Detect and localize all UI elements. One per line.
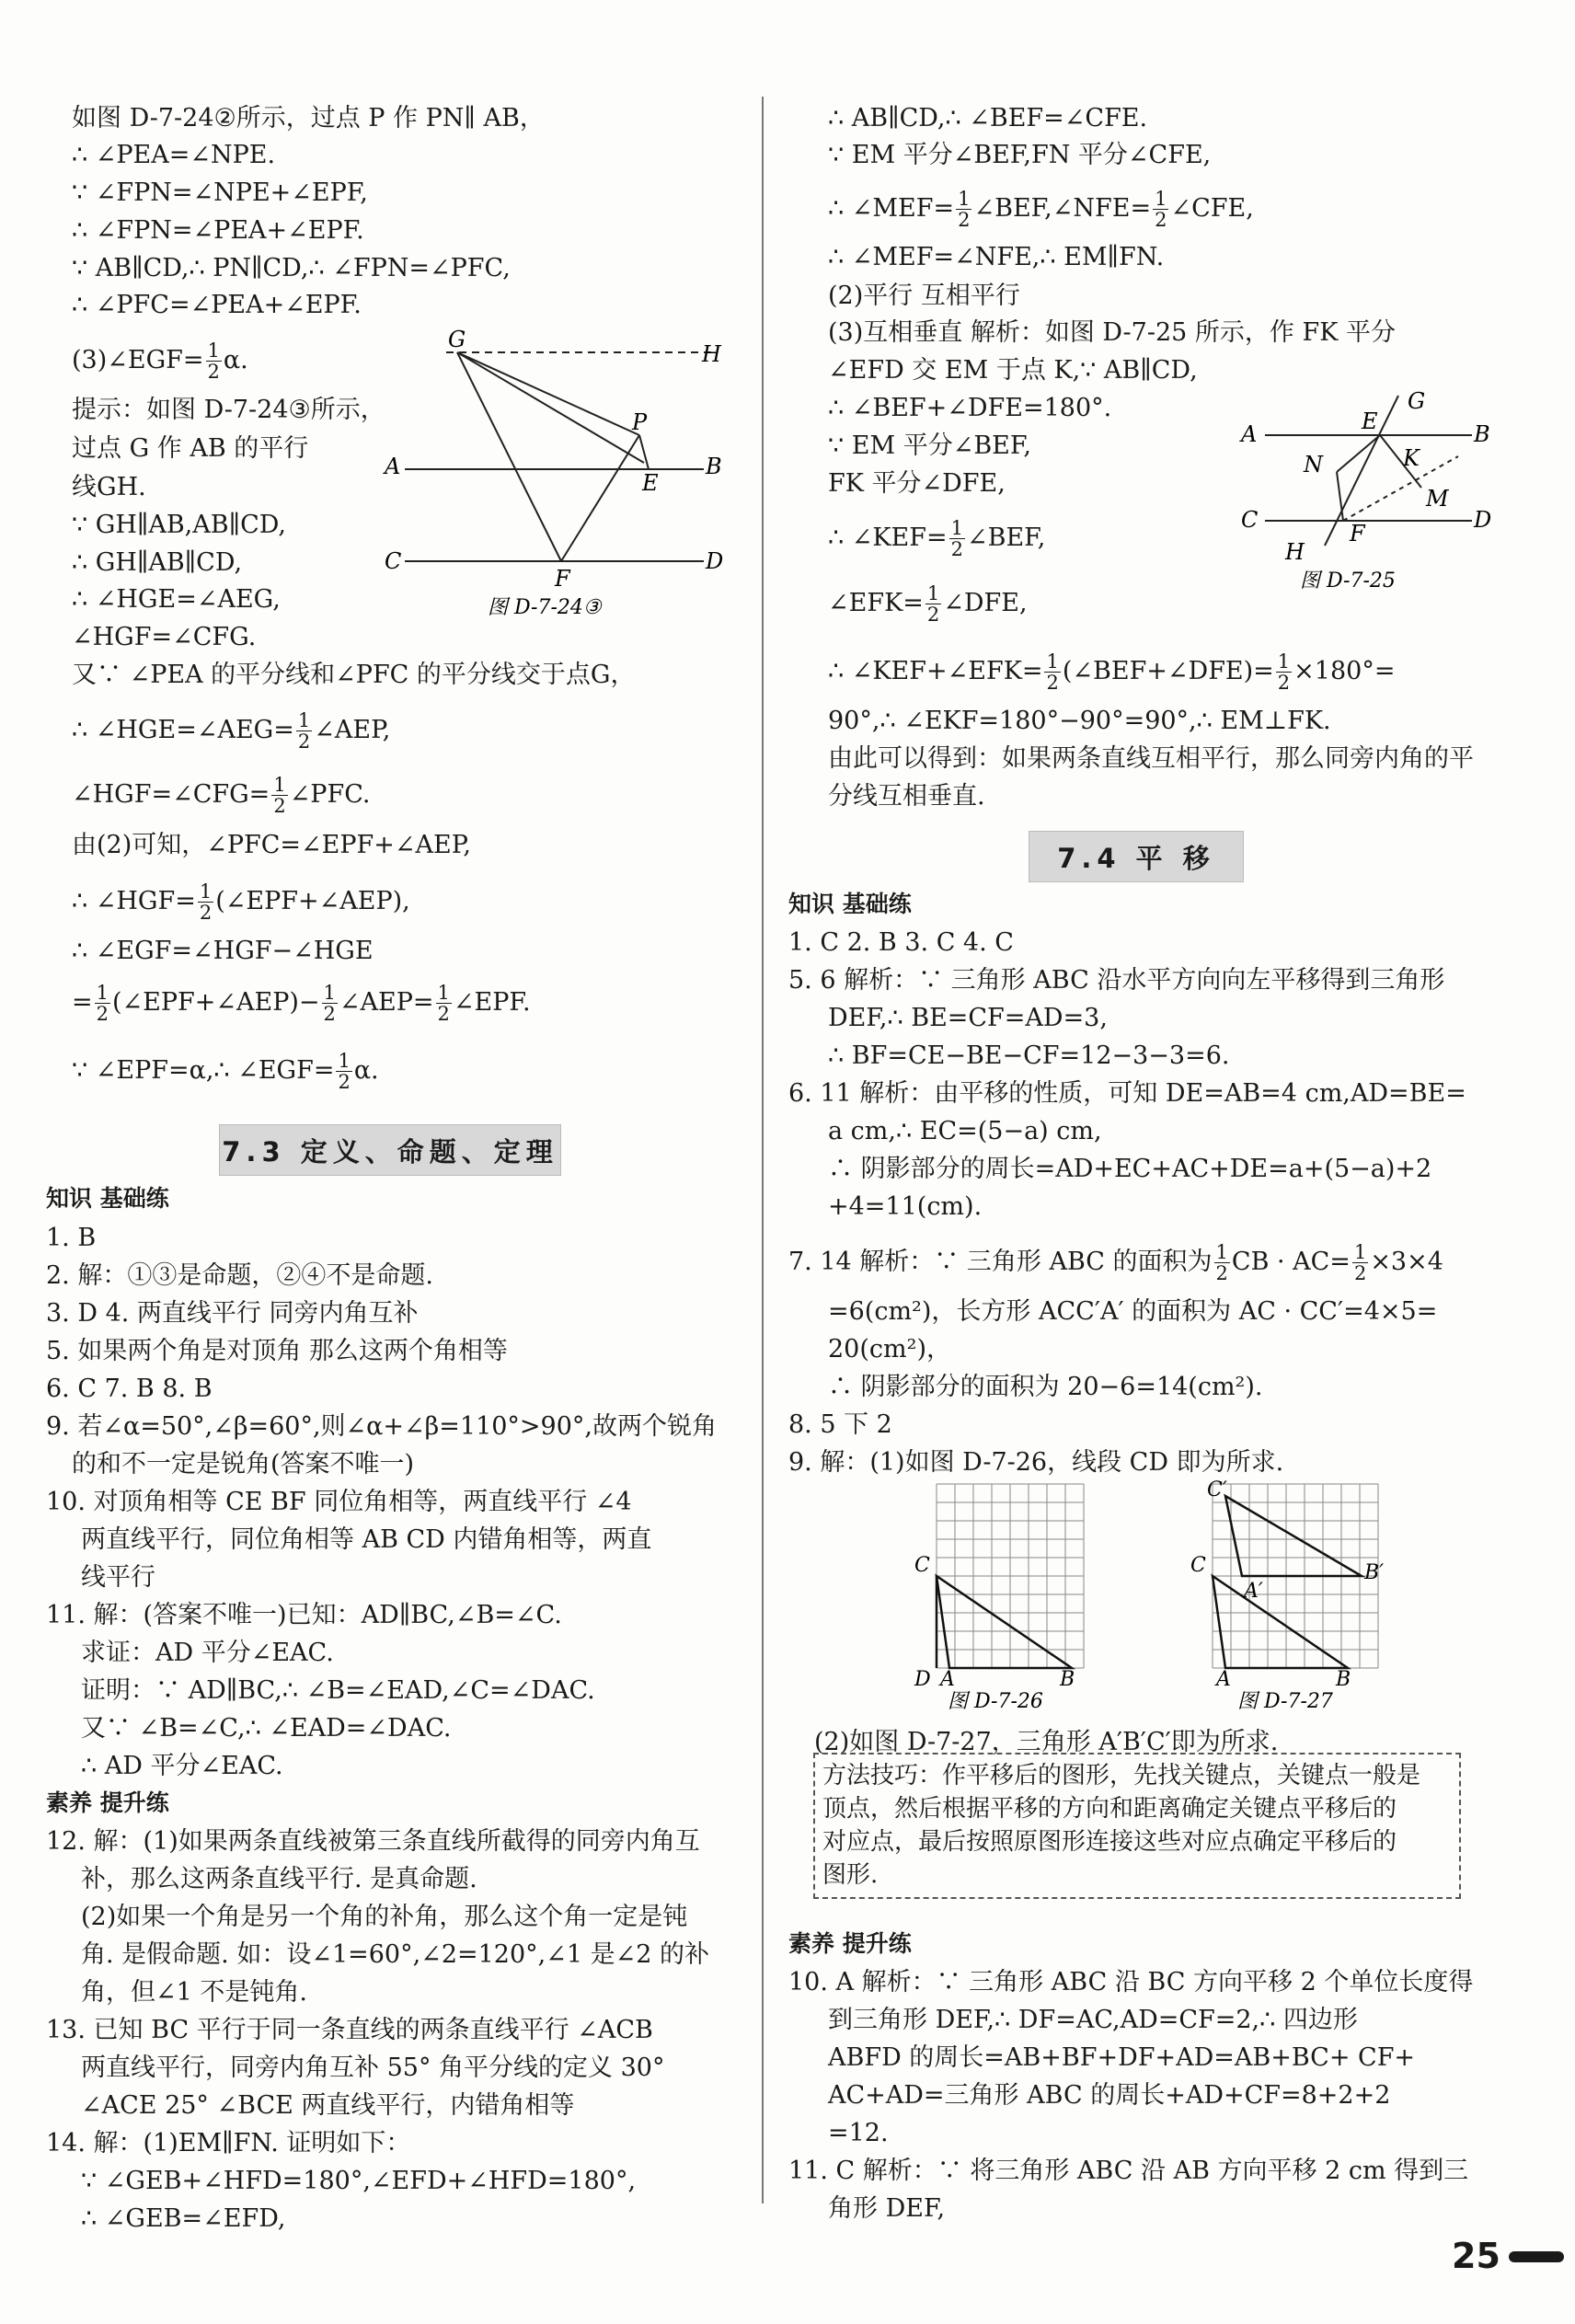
tip-line: 图形. (822, 1861, 879, 1889)
label-g: G (1408, 388, 1426, 414)
text-line: ∵ ∠EPF=α,∴ ∠EGF= $\frac{1}{2}$ α. (72, 1050, 379, 1094)
answer-line: 8. 5 下 2 (788, 1410, 892, 1439)
fraction: $\frac{1}{2}$ (338, 1050, 351, 1094)
section-title-7-3: 7.3 定义、命题、定理 (219, 1124, 561, 1176)
subsection-heading: 知识 基础练 (788, 891, 912, 917)
answer-line: 1. B (46, 1224, 97, 1252)
subsection-heading: 素养 提升练 (46, 1789, 169, 1816)
fraction: $\frac{1}{2}$ (207, 339, 220, 384)
answer-line: ∴ ∠GEB=∠EFD, (81, 2204, 286, 2233)
answer-line: 又∵ ∠B=∠C,∴ ∠EAD=∠DAC. (81, 1714, 452, 1743)
subsection-heading: 知识 基础练 (46, 1185, 169, 1212)
fraction: $\frac{1}{2}$ (96, 982, 109, 1026)
fraction: $\frac{1}{2}$ (273, 774, 286, 818)
answer-line: =12. (828, 2119, 889, 2147)
fraction: $\frac{1}{2}$ (1353, 1241, 1367, 1285)
segment-pf (561, 435, 639, 561)
answer-line: 2. 解：①③是命题，②④不是命题. (46, 1261, 433, 1290)
page-number: 25 (1452, 2236, 1500, 2276)
label-p: P (632, 409, 648, 435)
text-line: 90°,∴ ∠EKF=180°−90°=90°,∴ EM⊥FK. (828, 707, 1331, 735)
label-c: C (1241, 507, 1259, 533)
figure-caption: 图 D-7-24③ (488, 596, 602, 619)
text-line: ∵ ∠FPN=∠NPE+∠EPF, (72, 178, 368, 207)
label-a-prime: A′ (1244, 1580, 1263, 1603)
label-b: B (706, 454, 722, 479)
fraction: $\frac{1}{2}$ (1046, 650, 1059, 695)
text-line: ∴ AB∥CD,∴ ∠BEF=∠CFE. (828, 104, 1148, 132)
answer-line: 5. 6 解析：∵ 三角形 ABC 沿水平方向向左平移得到三角形 (788, 966, 1445, 995)
answer-line: 5. 如果两个角是对顶角 那么这两个角相等 (46, 1337, 508, 1365)
figure-caption: 图 D-7-26 (948, 1690, 1043, 1709)
figure-d-7-27 (1187, 1479, 1398, 1709)
answer-line: 13. 已知 BC 平行于同一条直线的两条直线平行 ∠ACB (46, 2016, 653, 2044)
triangle-abc (937, 1576, 1072, 1668)
answer-line: 线平行 (81, 1563, 155, 1592)
text-line: ∵ EM 平分∠BEF,FN 平分∠CFE, (828, 141, 1212, 169)
text-line: = $\frac{1}{2}$ (∠EPF+∠AEP)− $\frac{1}{2}$ ∠AEP= $\frac{1}{2}$ ∠EPF. (72, 982, 531, 1026)
label-d: D (706, 548, 724, 574)
answer-line: 14. 解：(1)EM∥FN. 证明如下： (46, 2129, 411, 2157)
label-h: H (702, 341, 721, 367)
text-line: FK 平分∠DFE, (828, 469, 1006, 498)
label-a: A (385, 454, 401, 479)
text-line: ∠HGF=∠CFG= $\frac{1}{2}$ ∠PFC. (72, 774, 371, 818)
answer-line: 的和不一定是锐角(答案不唯一) (72, 1450, 415, 1478)
fraction: $\frac{1}{2}$ (1155, 188, 1167, 232)
answer-line: ∴ BF=CE−BE−CF=12−3−3=6. (828, 1041, 1230, 1070)
triangle-abc (1213, 1576, 1348, 1668)
label-k: K (1403, 445, 1420, 471)
answer-line: 9. 解：(1)如图 D-7-26，线段 CD 即为所求. (788, 1448, 1284, 1477)
answer-line: 求证：AD 平分∠EAC. (81, 1639, 334, 1667)
label-b: B (1336, 1668, 1351, 1691)
fraction: $\frac{1}{2}$ (323, 982, 336, 1026)
answer-line: 角形 DEF, (828, 2194, 946, 2223)
text-line: ∠EFK= $\frac{1}{2}$ ∠DFE, (828, 582, 1028, 627)
label-b: B (1474, 421, 1490, 447)
answer-line: 10. 对顶角相等 CE BF 同位角相等，两直线平行 ∠4 (46, 1488, 632, 1516)
answer-line: 角，但∠1 不是钝角. (81, 1978, 307, 2007)
text-line: (3)互相垂直 解析：如图 D-7-25 所示，作 FK 平分 (828, 318, 1396, 347)
answer-line: 6. C 7. B 8. B (46, 1375, 213, 1403)
answer-line: ∴ AD 平分∠EAC. (81, 1752, 283, 1780)
answer-line: +4=11(cm). (828, 1192, 983, 1221)
answer-line: 9. 若∠α=50°,∠β=60°,则∠α+∠β=110°>90°,故两个锐角 (46, 1412, 717, 1441)
text-line: ∴ ∠FPN=∠PEA+∠EPF. (72, 216, 364, 245)
answer-line: (2)如果一个角是另一个角的补角，那么这个角一定是钝 (81, 1903, 688, 1931)
text-line: 分线互相垂直. (828, 782, 985, 811)
text-line: ∴ GH∥AB∥CD, (72, 548, 243, 577)
label-b: B (1060, 1668, 1075, 1691)
answer-line: 12. 解：(1)如果两条直线被第三条直线所截得的同旁内角互 (46, 1827, 700, 1856)
label-b-prime: B′ (1364, 1561, 1385, 1584)
label-c: C (385, 548, 402, 574)
text-line: 提示：如图 D-7-24③所示， (72, 396, 385, 424)
answer-line: ∴ 阴影部分的面积为 20−6=14(cm²). (828, 1373, 1263, 1401)
label-n: N (1304, 452, 1323, 477)
label-h: H (1285, 539, 1305, 565)
tip-line: 方法技巧：作平移后的图形，先找关键点，关键点一般是 (822, 1762, 1421, 1789)
answer-line: ∠ACE 25° ∠BCE 两直线平行，内错角相等 (81, 2091, 575, 2120)
column-divider (762, 97, 764, 2203)
grid (937, 1484, 1084, 1668)
answer-line: 到三角形 DEF,∴ DF=AC,AD=CF=2,∴ 四边形 (828, 2006, 1358, 2034)
figure-d-7-26 (911, 1479, 1095, 1709)
text-line: ∴ ∠MEF=∠NFE,∴ EM∥FN. (828, 243, 1165, 271)
answer-line: 补，那么这两条直线平行. 是真命题. (81, 1865, 477, 1893)
answer-line: 10. A 解析：∵ 三角形 ABC 沿 BC 方向平移 2 个单位长度得 (788, 1968, 1474, 1996)
answer-line: AC+AD=三角形 ABC 的周长+AD+CF=8+2+2 (828, 2081, 1391, 2110)
fraction: $\frac{1}{2}$ (1215, 1241, 1228, 1285)
text-line: ∵ GH∥AB,AB∥CD, (72, 511, 287, 539)
label-c: C (1190, 1554, 1206, 1577)
text-line: (3)∠EGF= $\frac{1}{2}$ α. (72, 339, 248, 384)
text-line: ∵ AB∥CD,∴ PN∥CD,∴ ∠FPN=∠PFC, (72, 254, 511, 282)
fraction: $\frac{1}{2}$ (958, 188, 971, 232)
answer-line: DEF,∴ BE=CF=AD=3, (828, 1004, 1108, 1032)
answer-line: 证明：∵ AD∥BC,∴ ∠B=∠EAD,∠C=∠DAC. (81, 1676, 595, 1705)
fraction: $\frac{1}{2}$ (297, 709, 311, 754)
figure-caption: 图 D-7-27 (1237, 1690, 1333, 1709)
text-line: ∴ ∠KEF+∠EFK= $\frac{1}{2}$ (∠BEF+∠DFE)= $\frac{1}{2}$ ×180°= (828, 650, 1396, 695)
label-a: A (940, 1668, 955, 1691)
answer-line: 11. C 解析：∵ 将三角形 ABC 沿 AB 方向平移 2 cm 得到三 (788, 2157, 1469, 2185)
text-line: ∴ ∠PFC=∠PEA+∠EPF. (72, 291, 362, 319)
section-title-7-4: 7.4 平 移 (1029, 831, 1244, 882)
figure-d-7-25 (1237, 385, 1495, 601)
fraction: $\frac{1}{2}$ (950, 517, 963, 561)
text-line: ∴ ∠MEF= $\frac{1}{2}$ ∠BEF,∠NFE= $\frac{1}{2}$ ∠CFE, (828, 188, 1254, 232)
answer-line: ABFD 的周长=AB+BF+DF+AD=AB+BC+ CF+ (828, 2043, 1416, 2072)
text-line: ∠EFD 交 EM 于点 K,∵ AB∥CD, (828, 356, 1198, 385)
label-c-prime: C′ (1207, 1479, 1227, 1501)
text-line: (2)平行 互相平行 (828, 282, 1020, 310)
label-c: C (914, 1554, 930, 1577)
subsection-heading: 素养 提升练 (788, 1930, 912, 1957)
fraction: $\frac{1}{2}$ (926, 582, 940, 627)
segment-pe (639, 435, 649, 469)
text-line: ∴ ∠BEF+∠DFE=180°. (828, 394, 1112, 422)
answer-line: 1. C 2. B 3. C 4. C (788, 928, 1014, 957)
figure-d-7-24 (382, 327, 741, 621)
text-line: 由此可以得到：如果两条直线互相平行，那么同旁内角的平 (828, 744, 1474, 773)
label-d: D (914, 1668, 931, 1691)
text-line: ∵ EM 平分∠BEF, (828, 431, 1031, 460)
answer-line: ∵ ∠GEB+∠HFD=180°,∠EFD+∠HFD=180°, (81, 2167, 637, 2195)
answer-line: a cm,∴ EC=(5−a) cm, (828, 1117, 1102, 1145)
answer-line: 7. 14 解析：∵ 三角形 ABC 的面积为 $\frac{1}{2}$ CB · AC= $\frac{1}{2}$ ×3×4 (788, 1241, 1443, 1285)
page-number-bar (1509, 2251, 1564, 2262)
fraction: $\frac{1}{2}$ (437, 982, 450, 1026)
label-a: A (1216, 1668, 1231, 1691)
label-d: D (1474, 507, 1492, 533)
label-e: E (1362, 408, 1378, 434)
method-tip-box (813, 1753, 1461, 1899)
fraction: $\frac{1}{2}$ (199, 880, 213, 925)
text-line: ∴ ∠HGF= $\frac{1}{2}$ (∠EPF+∠AEP), (72, 880, 410, 925)
fraction: $\frac{1}{2}$ (1277, 650, 1291, 695)
answer-line: 角. 是假命题. 如：设∠1=60°,∠2=120°,∠1 是∠2 的补 (81, 1940, 710, 1969)
text-line: ∴ ∠KEF= $\frac{1}{2}$ ∠BEF, (828, 517, 1046, 561)
text-line: 又∵ ∠PEA 的平分线和∠PFC 的平分线交于点G， (72, 661, 636, 689)
answer-line: 两直线平行，同旁内角互补 55° 角平分线的定义 30° (81, 2054, 665, 2082)
answer-line: 3. D 4. 两直线平行 同旁内角互补 (46, 1299, 419, 1328)
text-line: ∴ ∠PEA=∠NPE. (72, 141, 276, 169)
answer-line: 两直线平行，同位角相等 AB CD 内错角相等，两直 (81, 1525, 652, 1554)
text-line: 如图 D-7-24②所示，过点 P 作 PN∥ AB， (72, 104, 545, 132)
text-line: ∠HGF=∠CFG. (72, 623, 257, 651)
label-a: A (1241, 421, 1258, 447)
text-line: 过点 G 作 AB 的平行 (72, 434, 309, 463)
ray-en (1337, 435, 1380, 472)
answer-line: =6(cm²)，长方形 ACC′A′ 的面积为 AC · CC′=4×5= (828, 1297, 1438, 1326)
answer-line: (2)如图 D-7-27，三角形 A′B′C′即为所求. (814, 1728, 1279, 1756)
text-line: ∴ ∠EGF=∠HGF−∠HGE (72, 937, 374, 965)
figure-caption: 图 D-7-25 (1300, 569, 1396, 593)
segment-gp (457, 352, 639, 435)
tip-line: 对应点，最后按照原图形连接这些对应点确定平移后的 (822, 1828, 1397, 1856)
answer-line: 6. 11 解析：由平移的性质，可知 DE=AB=4 cm,AD=BE= (788, 1079, 1466, 1108)
label-f: F (555, 566, 570, 592)
label-f: F (1350, 521, 1365, 546)
text-line: 由(2)可知，∠PFC=∠EPF+∠AEP, (72, 831, 472, 859)
text-line: ∴ ∠HGE=∠AEG= $\frac{1}{2}$ ∠AEP, (72, 709, 391, 754)
text-line: 线GH. (72, 473, 146, 501)
answer-line: 20(cm²)， (828, 1335, 951, 1363)
answer-line: ∴ 阴影部分的周长=AD+EC+AC+DE=a+(5−a)+2 (828, 1155, 1432, 1183)
label-e: E (642, 470, 659, 496)
tip-line: 顶点，然后根据平移的方向和距离确定关键点平移后的 (822, 1795, 1397, 1823)
answer-line: 11. 解：(答案不唯一)已知：AD∥BC,∠B=∠C. (46, 1601, 562, 1629)
label-m: M (1426, 486, 1449, 512)
label-g: G (448, 327, 466, 352)
text-line: ∴ ∠HGE=∠AEG, (72, 585, 281, 614)
